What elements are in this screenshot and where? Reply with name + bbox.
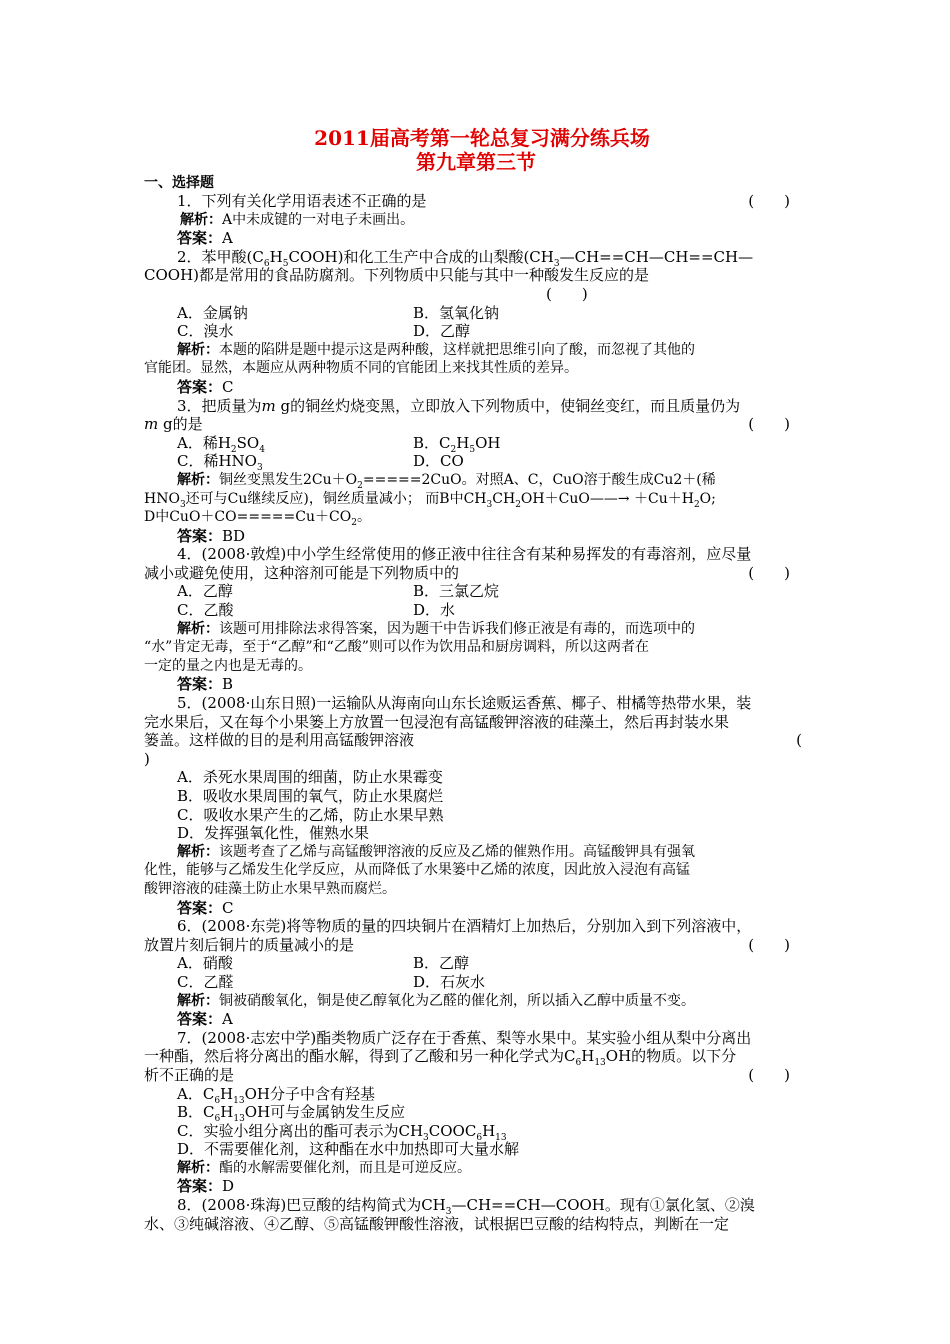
q7-stem-line3: 析不正确的是 ( ) xyxy=(144,1065,790,1084)
q2-stem-line2: COOH)都是常用的食品防腐剂。下列物质中只能与其中一种酸发生反应的是 xyxy=(144,266,650,285)
doc-title: 2011届高考第一轮总复习满分练兵场 xyxy=(314,126,650,150)
q3-analysis-line1: 解析：铜丝变黑发生$2Cu+O_2=====2CuO$。对照A、C，CuO溶于酸生成Cu2＋(稀 xyxy=(177,471,716,491)
q6-analysis: 解析：铜被硝酸氧化，铜是使乙醇氧化为乙醛的催化剂，所以插入乙醇中质量不变。 xyxy=(177,992,695,1009)
q6-answer: 答案：A xyxy=(177,1010,233,1029)
answer-paren: ( ) xyxy=(748,563,790,582)
q4-answer: 答案：B xyxy=(177,675,234,694)
q6-stem-line2: 放置片刻后铜片的质量减小的是 ( ) xyxy=(144,935,790,954)
q4-stem-line1: 4．(2008·敦煌)中小学生经常使用的修正液中往往含有某种易挥发的有毒溶剂，应尽量 xyxy=(177,545,752,564)
q2-analysis-line1: 解析：本题的陷阱是题中提示这是两种酸，这样就把思维引向了酸，而忽视了其他的 xyxy=(177,341,695,358)
q2-answer: 答案：C xyxy=(177,377,234,396)
q7-answer: 答案：D xyxy=(177,1177,235,1196)
q3-analysis-line3: D中$CuO+CO=====Cu+CO_2$。 xyxy=(144,509,371,528)
answer-paren: ( ) xyxy=(748,935,790,954)
q4-analysis-line3: 一定的量之内也是无毒的。 xyxy=(144,657,312,674)
q7-stem-line1: 7．(2008·志宏中学)酯类物质广泛存在于香蕉、梨等水果中。某实验小组从梨中分离出 xyxy=(177,1028,752,1047)
q2-stem-line1: 2．苯甲酸$(C_6H_5COOH)$和化工生产中合成的山梨酸($CH_3—CH==CH—CH==CH—$ xyxy=(177,247,754,269)
q5-stem-line3: 篓盖。这样做的目的是利用高锰酸钾溶液 ( xyxy=(144,731,802,750)
q2-analysis-line2: 官能团。显然，本题应从两种物质不同的官能团上来找其性质的差异。 xyxy=(144,360,578,377)
q4-analysis-line1: 解析：该题可用排除法求得答案，因为题干中告诉我们修正液是有毒的，而选项中的 xyxy=(177,620,695,637)
q6-options-row2: C．乙醛 D．石灰水 xyxy=(177,972,486,991)
q6-stem-line1: 6．(2008·东莞)将等物质的量的四块铜片在酒精灯上加热后，分别加入到下列溶液中， xyxy=(177,917,752,936)
q7-option-a: A．$C_6H_{13}OH$分子中含有羟基 xyxy=(177,1084,375,1106)
q5-stem-line2: 完水果后，又在每个小果篓上方放置一包浸泡有高锰酸钾溶液的硅藻土，然后再封装水果 xyxy=(144,712,730,731)
q2-paren-line xyxy=(144,285,808,304)
q2-options-row2: C．溴水 D．乙醇 xyxy=(177,322,471,341)
q5-answer: 答案：C xyxy=(177,898,234,917)
q3-analysis-line2: $HNO_3$还可与Cu继续反应)，铜丝质量减小； 而B中$CH_3CH_2OH+CuO——\to +Cu+H_2O$; xyxy=(144,490,716,510)
q3-stem-line1: 3．把质量为m g的铜丝灼烧变黑，立即放入下列物质中，使铜丝变红，而且质量仍为 xyxy=(177,396,741,415)
q7-option-b: B．$C_6H_{13}OH$可与金属钠发生反应 xyxy=(177,1103,406,1125)
q5-analysis-line2: 化性，能够与乙烯发生化学反应，从而降低了水果篓中乙烯的浓度，因此放入浸泡有高锰 xyxy=(144,862,690,879)
q7-option-d: D．不需要催化剂，这种酯在水中加热即可大量水解 xyxy=(177,1140,520,1159)
q7-stem-line2: 一种酯，然后将分离出的酯水解，得到了乙酸和另一种化学式为$C_6H_{13}OH$的物质。以下分 xyxy=(144,1047,737,1069)
answer-paren: ( ) xyxy=(748,192,790,210)
q4-options-row1: A．乙醇 B．三氯乙烷 xyxy=(177,582,500,601)
section-heading: 一、选择题 xyxy=(144,175,214,191)
q5-paren-close: ) xyxy=(144,749,150,768)
q1-answer: 答案：A xyxy=(177,229,233,248)
q2-options-row1: A．金属钠 B．氢氧化钠 xyxy=(177,303,500,322)
q5-option-a: A．杀死水果周围的细菌，防止水果霉变 xyxy=(177,768,443,787)
q5-stem-line1: 5．(2008·山东日照)一运输队从海南向山东长途贩运香蕉、椰子、柑橘等热带水果，装 xyxy=(177,694,752,713)
answer-paren: ( ) xyxy=(748,1065,790,1084)
answer-paren: ( ) xyxy=(748,415,790,434)
q3-options-row2: C．稀$HNO_3$ D．CO xyxy=(177,452,464,474)
q1-analysis: 解析：A中未成键的一对电子未画出。 xyxy=(180,211,415,228)
q8-stem-line1: 8．(2008·珠海)巴豆酸的结构简式为$CH_3—CH==CH—COOH$。现有①氯化氢、②溴 xyxy=(177,1196,755,1218)
q5-option-d: D．发挥强氧化性，催熟水果 xyxy=(177,824,370,843)
q3-answer: 答案：BD xyxy=(177,526,246,545)
q3-stem-line2: m g的是 ( ) xyxy=(144,415,790,434)
q7-analysis: 解析：酯的水解需要催化剂，而且是可逆反应。 xyxy=(177,1159,471,1176)
q4-analysis-line2: “水”肯定无毒，至于“乙醇”和“乙酸”则可以作为饮用品和厨房调料，所以这两者在 xyxy=(144,639,649,656)
q3-options-row1: A．稀$H_2SO_4$ B．$C_2H_5OH$ xyxy=(177,433,501,455)
answer-paren-open: ( xyxy=(796,731,802,750)
q7-option-c: C．实验小组分离出的酯可表示为$CH_3COOC_6H_{13}$ xyxy=(177,1121,507,1143)
answer-paren: ( ) xyxy=(546,284,588,303)
q4-stem-line2: 减小或避免使用，这种溶剂可能是下列物质中的 ( ) xyxy=(144,563,790,582)
q4-options-row2: C．乙酸 D．水 xyxy=(177,601,456,620)
doc-subtitle: 第九章第三节 xyxy=(416,150,536,174)
q5-option-b: B．吸收水果周围的氧气，防止水果腐烂 xyxy=(177,787,444,805)
q1-stem: 1．下列有关化学用语表述不正确的是 ( ) xyxy=(177,192,790,210)
document-page xyxy=(144,126,808,1233)
q5-analysis-line3: 酸钾溶液的硅藻土防止水果早熟而腐烂。 xyxy=(144,880,396,897)
q5-option-c: C．吸收水果产生的乙烯，防止水果早熟 xyxy=(177,805,444,824)
q5-analysis-line1: 解析：该题考查了乙烯与高锰酸钾溶液的反应及乙烯的催熟作用。高锰酸钾具有强氧 xyxy=(177,843,695,860)
q6-options-row1: A．硝酸 B．乙醇 xyxy=(177,954,470,973)
q8-stem-line2: 水、③纯碱溶液、④乙醇、⑤高锰酸钾酸性溶液，试根据巴豆酸的结构特点，判断在一定 xyxy=(144,1214,730,1233)
